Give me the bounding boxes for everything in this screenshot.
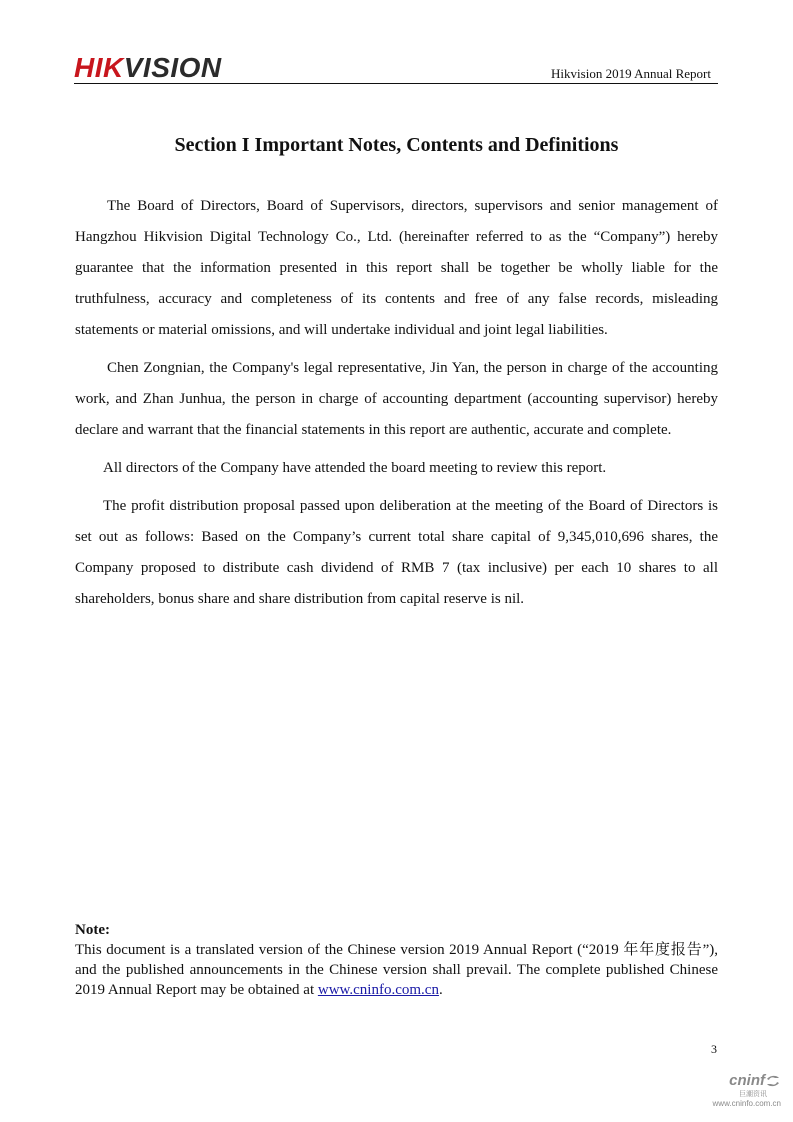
watermark-name: cninf — [729, 1072, 765, 1089]
watermark-cn-text: 巨潮资讯 — [739, 1091, 767, 1098]
page-number: 3 — [711, 1042, 717, 1056]
note-trailing: . — [438, 982, 443, 998]
logo-part-vision: VISION — [123, 52, 222, 83]
note-body — [75, 940, 718, 1000]
cninfo-link[interactable]: www.cninfo.com.cn — [317, 982, 439, 998]
paragraph-financial-statements: Chen Zongnian, the Company's legal representative, Jin Yan, the person in charge of the accounting work, and Zhan Junhua, the person in charge of accounting department (accounting supervisor) hereby declare and warrant that the financial statements in this report are authentic, accurate and complete. — [75, 360, 718, 438]
cninfo-watermark — [691, 1072, 781, 1112]
header-divider — [74, 83, 718, 84]
paragraph-profit-distribution: The profit distribution proposal passed upon deliberation at the meeting of the Board of Directors is set out as follows: Based on the Company’s current total share capital of 9,345,010,696 shares, the Company proposed to distribute cash dividend of RMB 7 (tax inclusive) per each 10 shares to all shareholders, bonus share and share distribution from capital reserve is nil. — [75, 498, 718, 607]
report-title: Hikvision 2019 Annual Report — [551, 66, 711, 81]
paragraph-board-guarantee: The Board of Directors, Board of Supervisors, directors, supervisors and senior management of Hangzhou Hikvision Digital Technology Co., Ltd. (hereinafter referred to as the “Company”) hereby guarantee that the information presented in this report shall be together be wholly liable for the truthfulness, accuracy and completeness of its contents and free of any false records, misleading statements or material omissions, and will undertake individual and joint legal liabilities. — [75, 198, 718, 338]
watermark-url: www.cninfo.com.cn — [712, 1099, 781, 1108]
watermark-name-row — [691, 1072, 781, 1090]
note-text: This document is a translated version of the Chinese version 2019 Annual Report (“2019 年年度报告”), and the published announcements in the Chinese version shall prevail. The complete published Chinese 2019 Annual Report may be obtained at — [75, 942, 718, 998]
document-body — [75, 191, 718, 622]
paragraph-board-attendance: All directors of the Company have attended the board meeting to review this report. — [103, 460, 607, 476]
logo-part-hik: HIK — [74, 52, 124, 83]
translation-note — [75, 920, 718, 1000]
hikvision-logo — [74, 52, 222, 84]
note-heading: Note: — [75, 922, 110, 938]
cninfo-swirl-icon — [765, 1074, 781, 1088]
section-title: Section I Important Notes, Contents and Definitions — [174, 134, 619, 156]
